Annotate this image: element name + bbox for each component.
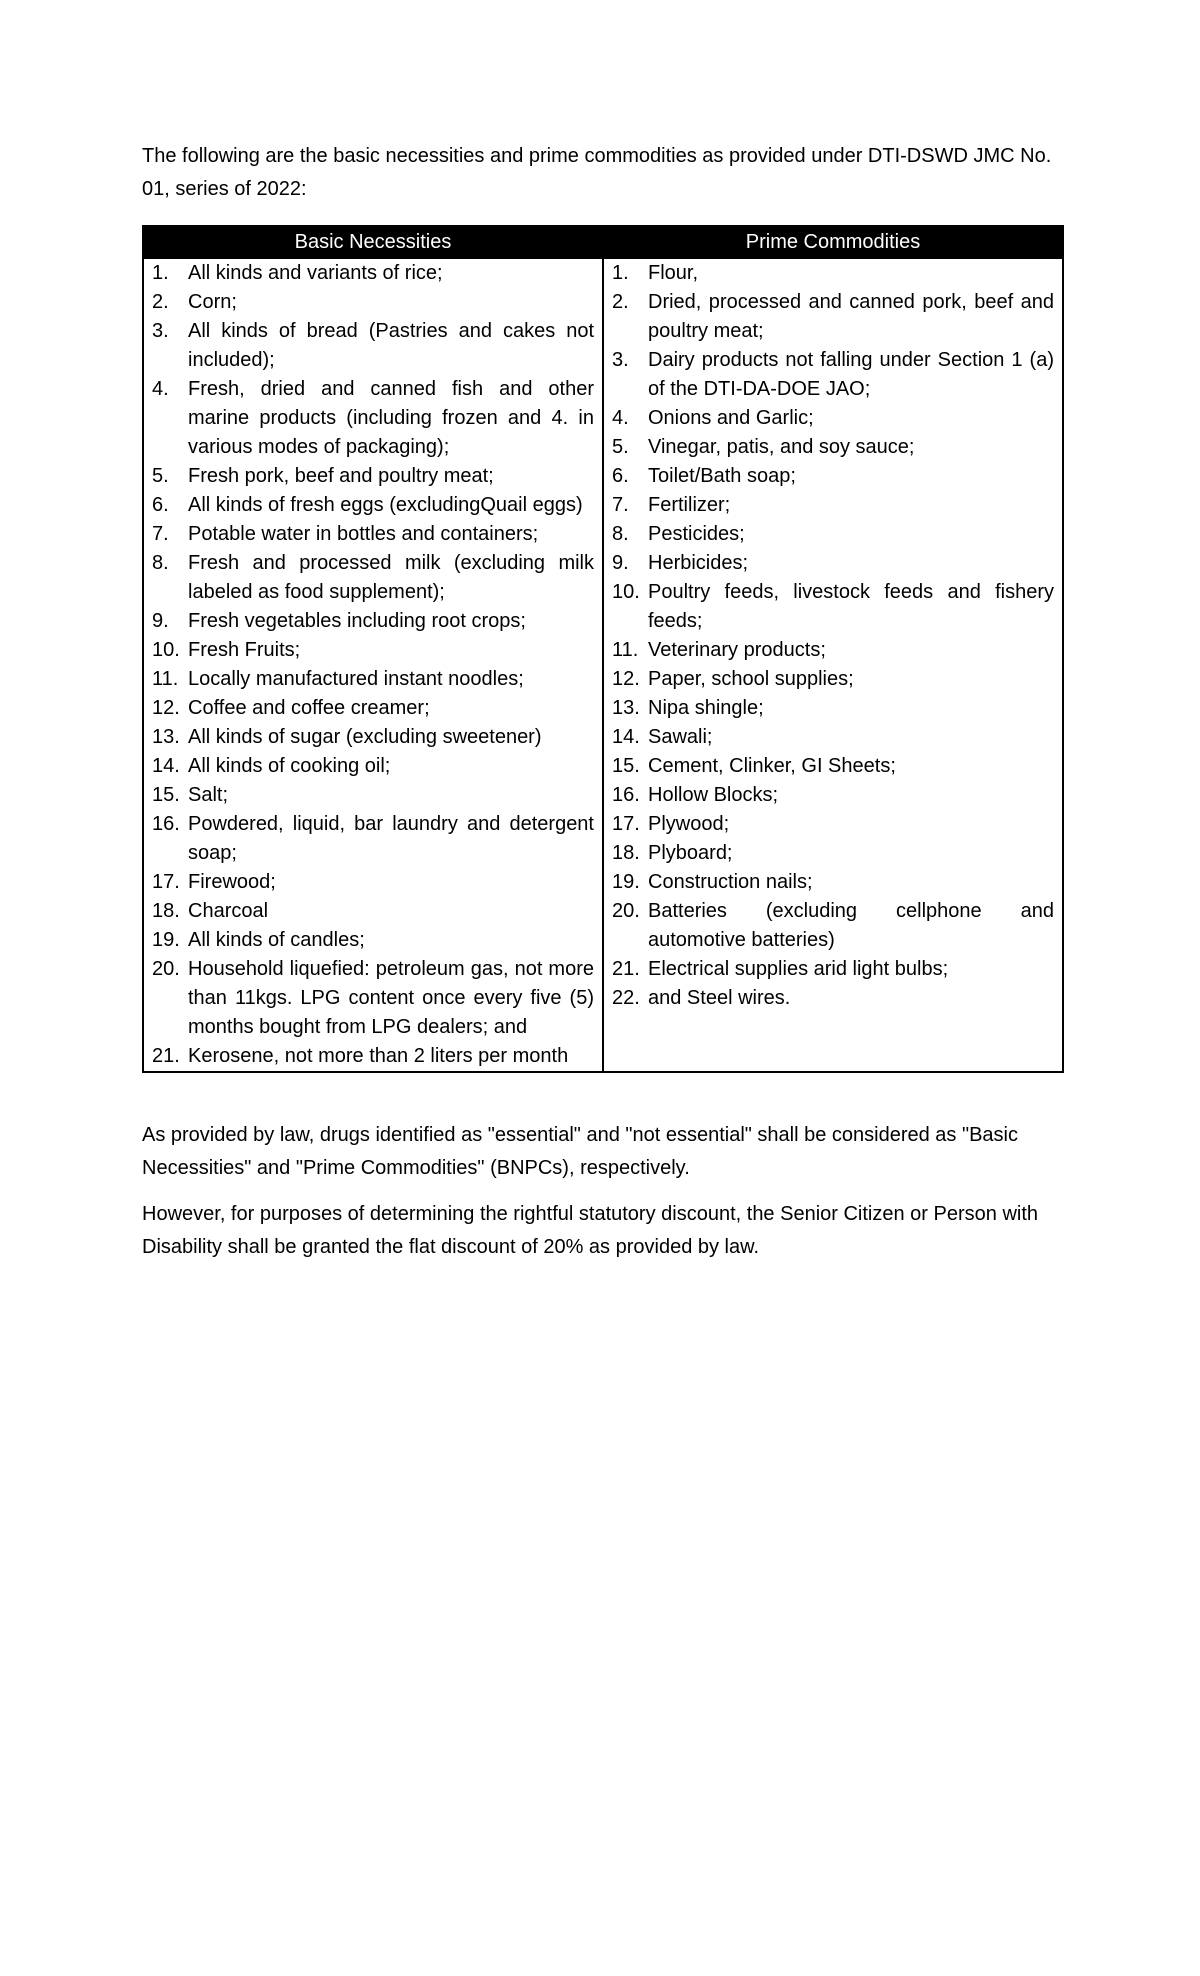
basic-necessity-item-text: Fresh pork, beef and poultry meat; (188, 465, 494, 487)
basic-necessity-item (152, 1042, 594, 1071)
bnpc-table (142, 225, 1064, 1073)
prime-commodity-item-text: Flour, (648, 262, 699, 284)
prime-commodity-item-number: 6. (612, 465, 629, 487)
prime-commodity-item-number: 13. (612, 697, 640, 719)
basic-necessity-item-number: 3. (152, 320, 169, 342)
prime-commodity-item (612, 723, 1054, 752)
table-body-row (143, 258, 1063, 1072)
basic-necessity-item (152, 665, 594, 694)
basic-necessity-item-number: 17. (152, 871, 180, 893)
basic-necessity-item-number: 16. (152, 813, 180, 835)
prime-commodity-item-number: 9. (612, 552, 629, 574)
basic-necessity-item (152, 607, 594, 636)
basic-necessity-item-number: 5. (152, 465, 169, 487)
basic-necessity-item-text: Charcoal (188, 900, 269, 922)
basic-necessity-item (152, 375, 594, 462)
prime-commodity-item-text: Cement, Clinker, GI Sheets; (648, 755, 896, 777)
prime-commodity-item (612, 462, 1054, 491)
prime-commodity-item-text: Herbicides; (648, 552, 749, 574)
table-header-row (143, 226, 1063, 258)
basic-necessity-item-text: Fresh and processed milk (excluding milk labeled as food supplement); (188, 552, 594, 603)
basic-necessity-item-text: Fresh Fruits; (188, 639, 301, 661)
basic-necessity-item-text: All kinds and variants of rice; (188, 262, 443, 284)
prime-commodity-item-number: 17. (612, 813, 640, 835)
basic-necessity-item-text: All kinds of cooking oil; (188, 755, 391, 777)
basic-necessity-item (152, 317, 594, 375)
document-page (142, 140, 1062, 1264)
prime-commodity-item (612, 810, 1054, 839)
basic-necessity-item-text: Corn; (188, 291, 237, 313)
prime-commodity-item-text: Pesticides; (648, 523, 745, 545)
basic-necessity-item-text: Kerosene, not more than 2 liters per month (188, 1045, 569, 1067)
prime-commodity-item (612, 665, 1054, 694)
basic-necessity-item-text: All kinds of candles; (188, 929, 365, 951)
basic-necessity-item (152, 955, 594, 1042)
prime-commodity-item-number: 18. (612, 842, 640, 864)
prime-commodity-item-number: 12. (612, 668, 640, 690)
prime-commodity-item-number: 7. (612, 494, 629, 516)
basic-necessity-item-text: Household liquefied: petroleum gas, not more than 11kgs. LPG content once every five (5) months bought from LPG dealers; and (188, 958, 594, 1038)
basic-necessity-item-number: 8. (152, 552, 169, 574)
basic-necessity-item-number: 19. (152, 929, 180, 951)
basic-necessity-item-text: Coffee and coffee creamer; (188, 697, 430, 719)
basic-necessity-item-number: 2. (152, 291, 169, 313)
prime-commodity-item-text: Batteries (excluding cellphone and automotive batteries) (648, 900, 1054, 951)
basic-necessity-item (152, 926, 594, 955)
basic-necessity-item-text: Powdered, liquid, bar laundry and detergent soap; (188, 813, 594, 864)
header-prime-commodities: Prime Commodities (603, 226, 1063, 258)
basic-necessity-item-text: Fresh vegetables including root crops; (188, 610, 526, 632)
basic-necessity-item (152, 752, 594, 781)
prime-commodity-item (612, 433, 1054, 462)
basic-necessity-item-number: 10. (152, 639, 180, 661)
prime-commodity-item-text: Paper, school supplies; (648, 668, 854, 690)
basic-necessity-item-number: 12. (152, 697, 180, 719)
prime-commodity-item (612, 404, 1054, 433)
basic-necessity-item (152, 636, 594, 665)
basic-necessity-item-text: Fresh, dried and canned fish and other marine products (including frozen and 4. in various modes of packaging); (188, 378, 594, 458)
basic-necessities-cell (143, 258, 603, 1072)
prime-commodity-item-text: Dried, processed and canned pork, beef and poultry meat; (648, 291, 1054, 342)
basic-necessity-item-number: 7. (152, 523, 169, 545)
prime-commodity-item (612, 288, 1054, 346)
basic-necessity-item (152, 868, 594, 897)
basic-necessity-item-text: Potable water in bottles and containers; (188, 523, 539, 545)
header-basic-necessities: Basic Necessities (143, 226, 603, 258)
discount-paragraph: However, for purposes of determining the rightful statutory discount, the Senior Citizen or Person with Disability shall be granted the flat discount of 20% as provided by law. (142, 1203, 1039, 1258)
basic-necessity-item-number: 21. (152, 1045, 180, 1067)
basic-necessity-item-text: Salt; (188, 784, 229, 806)
prime-commodity-item (612, 752, 1054, 781)
basic-necessity-item-number: 9. (152, 610, 169, 632)
basic-necessity-item-number: 6. (152, 494, 169, 516)
basic-necessity-item (152, 520, 594, 549)
prime-commodity-item-number: 20. (612, 900, 640, 922)
prime-commodity-item (612, 694, 1054, 723)
prime-commodity-item (612, 955, 1054, 984)
prime-commodity-item (612, 259, 1054, 288)
basic-necessity-item-number: 4. (152, 378, 169, 400)
basic-necessities-list (152, 259, 594, 1071)
basic-necessity-item-text: Locally manufactured instant noodles; (188, 668, 524, 690)
basic-necessity-item (152, 491, 594, 520)
basic-necessity-item (152, 288, 594, 317)
prime-commodity-item-number: 4. (612, 407, 629, 429)
prime-commodity-item (612, 578, 1054, 636)
basic-necessity-item (152, 897, 594, 926)
basic-necessity-item (152, 462, 594, 491)
basic-necessity-item-text: All kinds of sugar (excluding sweetener) (188, 726, 542, 748)
prime-commodity-item-text: Sawali; (648, 726, 713, 748)
prime-commodity-item-text: Fertilizer; (648, 494, 731, 516)
prime-commodity-item-text: Plyboard; (648, 842, 733, 864)
prime-commodity-item-number: 5. (612, 436, 629, 458)
prime-commodity-item-number: 15. (612, 755, 640, 777)
basic-necessity-item-text: All kinds of bread (Pastries and cakes not included); (188, 320, 594, 371)
prime-commodity-item-text: and Steel wires. (648, 987, 791, 1009)
basic-necessity-item-number: 13. (152, 726, 180, 748)
prime-commodity-item-number: 10. (612, 581, 640, 603)
prime-commodity-item-text: Electrical supplies arid light bulbs; (648, 958, 949, 980)
prime-commodity-item (612, 897, 1054, 955)
prime-commodity-item (612, 781, 1054, 810)
basic-necessity-item (152, 810, 594, 868)
prime-commodity-item-number: 3. (612, 349, 629, 371)
basic-necessity-item-text: All kinds of fresh eggs (excludingQuail eggs) (188, 494, 583, 516)
basic-necessity-item-number: 18. (152, 900, 180, 922)
basic-necessity-item-number: 1. (152, 262, 169, 284)
prime-commodity-item (612, 520, 1054, 549)
prime-commodity-item-number: 8. (612, 523, 629, 545)
prime-commodity-item-text: Hollow Blocks; (648, 784, 779, 806)
prime-commodity-item (612, 549, 1054, 578)
prime-commodity-item-text: Veterinary products; (648, 639, 826, 661)
prime-commodity-item (612, 346, 1054, 404)
prime-commodity-item (612, 984, 1054, 1013)
prime-commodity-item-number: 19. (612, 871, 640, 893)
prime-commodity-item-number: 1. (612, 262, 629, 284)
prime-commodity-item-number: 21. (612, 958, 640, 980)
prime-commodity-item-text: Dairy products not falling under Section 1 (a) of the DTI-DA-DOE JAO; (648, 349, 1054, 400)
prime-commodity-item (612, 839, 1054, 868)
prime-commodity-item (612, 868, 1054, 897)
prime-commodity-item-number: 16. (612, 784, 640, 806)
prime-commodity-item-text: Vinegar, patis, and soy sauce; (648, 436, 915, 458)
basic-necessity-item (152, 259, 594, 288)
basic-necessity-item-number: 14. (152, 755, 180, 777)
prime-commodity-item (612, 636, 1054, 665)
prime-commodity-item-number: 11. (612, 639, 639, 661)
basic-necessity-item (152, 723, 594, 752)
prime-commodity-item-text: Toilet/Bath soap; (648, 465, 796, 487)
prime-commodity-item-text: Poultry feeds, livestock feeds and fishery feeds; (648, 581, 1054, 632)
prime-commodities-list (612, 259, 1054, 1013)
prime-commodity-item-text: Plywood; (648, 813, 730, 835)
bnpc-definition-paragraph: As provided by law, drugs identified as "essential" and "not essential" shall be considered as "Basic Necessities" and "Prime Commodities" (BNPCs), respectively. (142, 1124, 1018, 1179)
prime-commodity-item-text: Nipa shingle; (648, 697, 764, 719)
prime-commodity-item-number: 14. (612, 726, 640, 748)
prime-commodity-item (612, 491, 1054, 520)
basic-necessity-item-number: 11. (152, 668, 179, 690)
basic-necessity-item (152, 781, 594, 810)
prime-commodity-item-number: 2. (612, 291, 629, 313)
basic-necessity-item-text: Firewood; (188, 871, 276, 893)
basic-necessity-item-number: 20. (152, 958, 180, 980)
basic-necessity-item (152, 549, 594, 607)
prime-commodity-item-text: Onions and Garlic; (648, 407, 814, 429)
prime-commodity-item-number: 22. (612, 987, 640, 1009)
basic-necessity-item (152, 694, 594, 723)
basic-necessity-item-number: 15. (152, 784, 180, 806)
prime-commodities-cell (603, 258, 1063, 1072)
intro-paragraph: The following are the basic necessities and prime commodities as provided under DTI-DSWD JMC No. 01, series of 2022: (142, 145, 1052, 200)
prime-commodity-item-text: Construction nails; (648, 871, 813, 893)
